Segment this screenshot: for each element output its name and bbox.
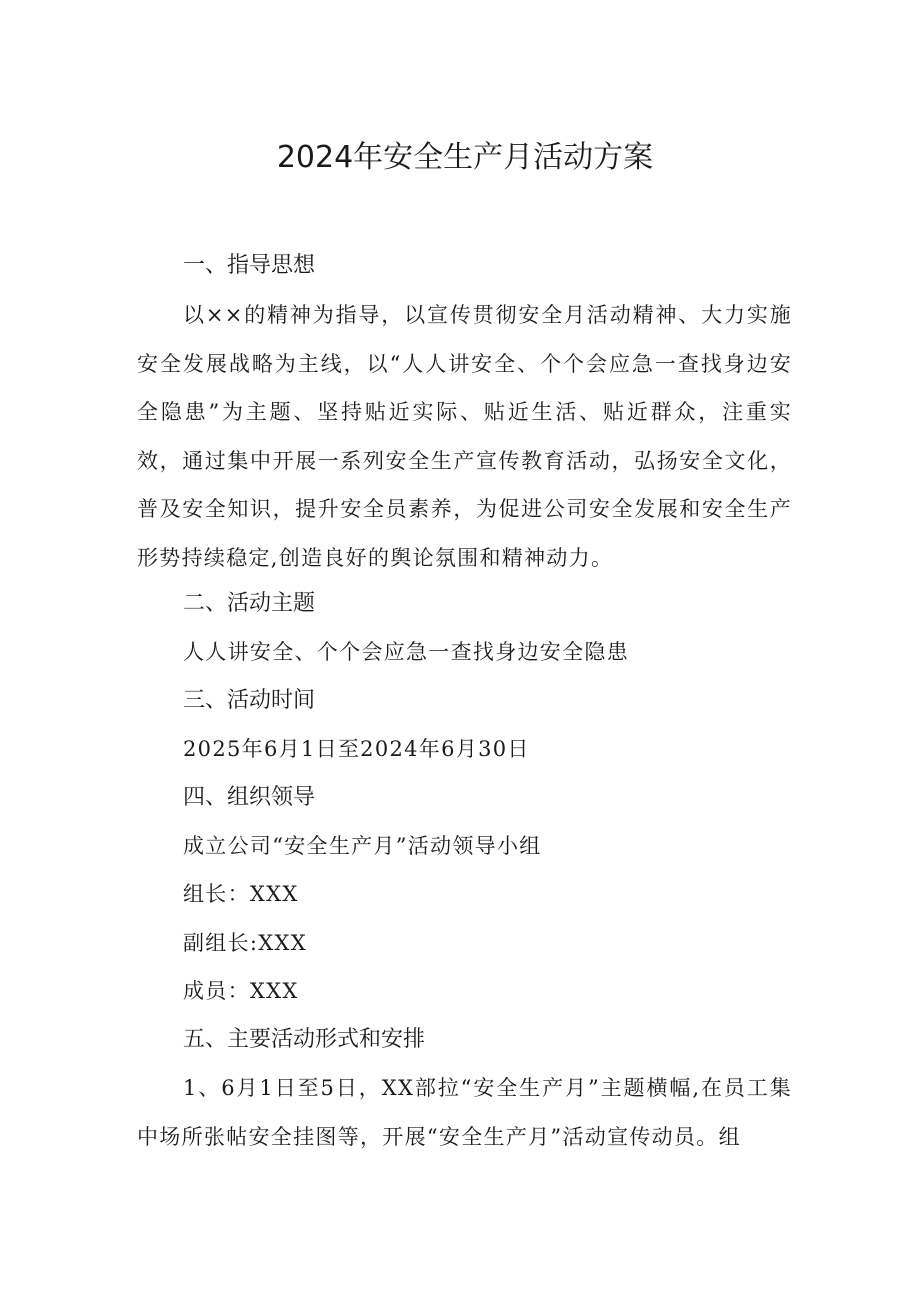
organization-line-deputy-leader: 副组长:XXX xyxy=(183,931,308,955)
section-heading-activity-time: 三、活动时间 xyxy=(183,688,316,713)
section-heading-activity-theme: 二、活动主题 xyxy=(183,591,316,616)
section-body-activity-theme: 人人讲安全、个个会应急一查找身边安全隐患 xyxy=(183,640,629,664)
organization-line-members: 成员：XXX xyxy=(183,979,299,1003)
organization-line-group: 成立公司“安全生产月”活动领导小组 xyxy=(183,834,542,858)
organization-line-leader: 组长：XXX xyxy=(183,882,299,906)
section-body-guiding-ideology: 以××的精神为指导，以宣传贯彻安全月活动精神、大力实施安全发展战略为主线，以“人人讲安全、个个会应急一查找身边安全隐患”为主题、坚持贴近实际、贴近生活、贴近群众，注重实效，通过集中开展一系列安全生产宣传教育活动，弘扬安全文化，普及安全知识，提升安全员素养，为促进公司安全发展和安全生产形势持续稳定,创造良好的舆论氛围和精神动力。 xyxy=(137,303,792,570)
document-title: 2024年安全生产月活动方案 xyxy=(276,140,654,175)
section-heading-organization: 四、组织领导 xyxy=(183,785,316,810)
section-body-activity-time: 2025年6月1日至2024年6月30日 xyxy=(183,737,530,761)
section-heading-guiding-ideology: 一、指导思想 xyxy=(183,253,316,278)
section-body-main-activities: 1、6月1日至5日，XX部拉“安全生产月”主题横幅,在员工集中场所张帖安全挂图等，开展“安全生产月”活动宣传动员。组 xyxy=(137,1076,792,1149)
section-heading-main-activities: 五、主要活动形式和安排 xyxy=(183,1027,426,1052)
